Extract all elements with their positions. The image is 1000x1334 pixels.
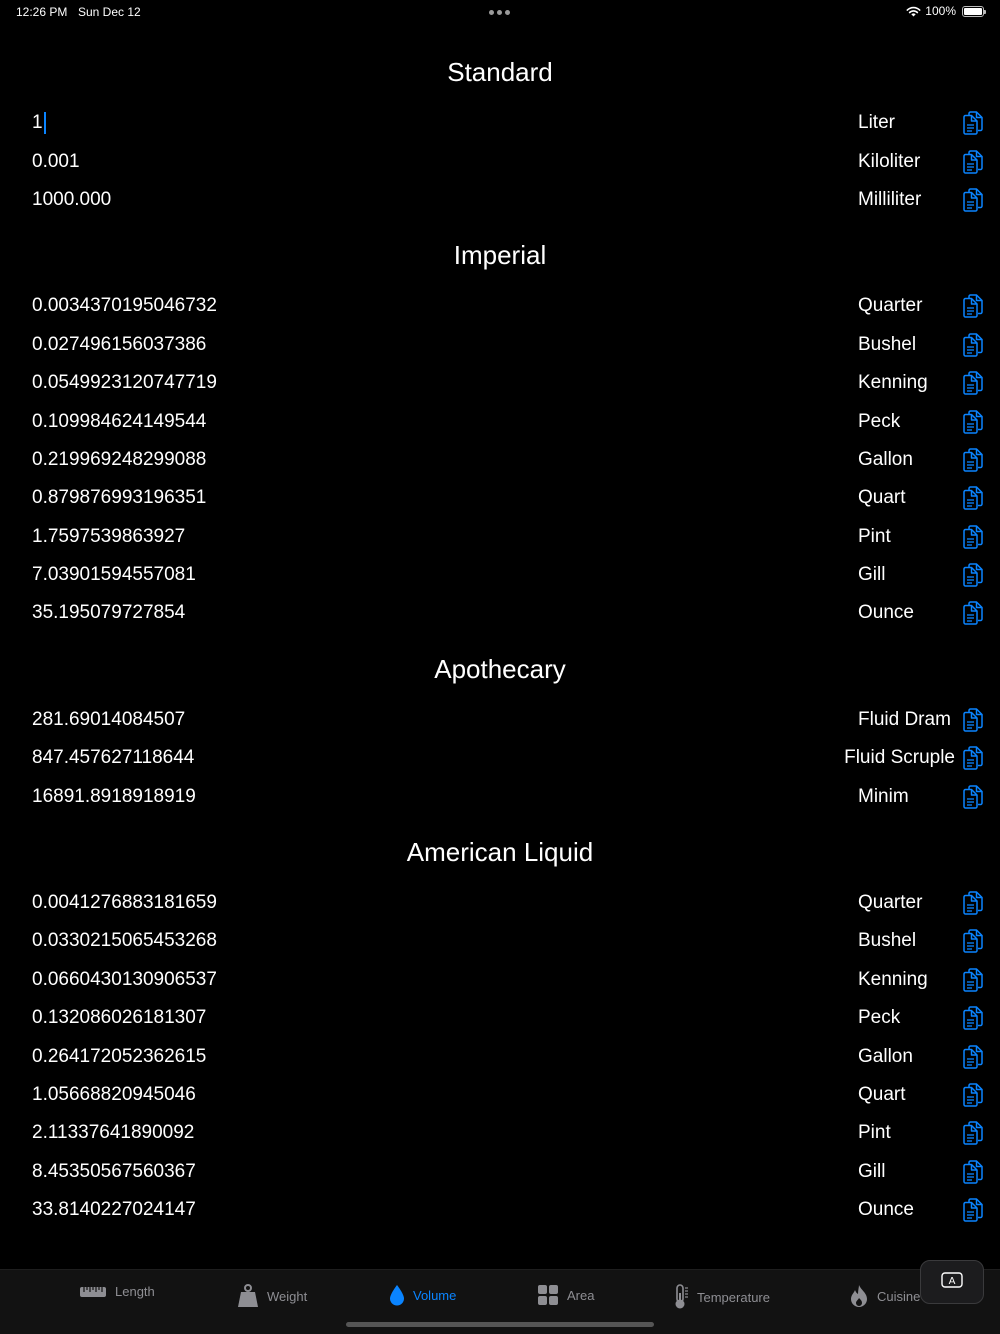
value-field[interactable] — [32, 372, 217, 394]
value-text: 0.132086026181307 — [32, 1007, 207, 1029]
value-field[interactable] — [32, 334, 206, 356]
value-text: 0.0330215065453268 — [32, 930, 217, 952]
value-field[interactable] — [32, 411, 206, 433]
tab-label-weight: Weight — [267, 1288, 308, 1304]
unit-label: Bushel — [858, 333, 917, 355]
copy-icon — [962, 150, 984, 174]
copy-button[interactable] — [962, 150, 984, 174]
unit-label: Ounce — [858, 1199, 914, 1221]
value-field[interactable] — [32, 449, 206, 471]
value-text: 1 — [32, 112, 43, 134]
unit-label: Kenning — [858, 968, 928, 990]
copy-button[interactable] — [962, 1006, 984, 1030]
copy-icon — [962, 1006, 984, 1030]
copy-icon — [962, 448, 984, 472]
copy-button[interactable] — [962, 1045, 984, 1069]
copy-icon — [962, 1121, 984, 1145]
wifi-icon — [906, 6, 921, 17]
value-field[interactable] — [32, 112, 46, 134]
copy-button[interactable] — [962, 891, 984, 915]
tab-label-volume: Volume — [413, 1287, 457, 1303]
value-field[interactable] — [32, 564, 196, 586]
value-text: 281.69014084507 — [32, 708, 186, 730]
copy-icon — [962, 1160, 984, 1184]
conversion-rows — [0, 697, 1000, 824]
copy-icon — [962, 1045, 984, 1069]
copy-button[interactable] — [962, 371, 984, 395]
status-right — [906, 4, 984, 18]
value-field[interactable] — [32, 969, 217, 991]
conversion-row-pint — [0, 1114, 1000, 1152]
value-field[interactable] — [32, 786, 196, 808]
conversion-row-quarter — [0, 884, 1000, 922]
value-text: 16891.8918918919 — [32, 785, 196, 807]
unit-label: Pint — [858, 1122, 891, 1144]
copy-icon — [962, 371, 984, 395]
value-field[interactable] — [32, 1046, 206, 1068]
unit-label: Liter — [858, 112, 895, 134]
value-text: 0.001 — [32, 150, 80, 172]
value-field[interactable] — [32, 1199, 196, 1221]
unit-label: Quart — [858, 1084, 906, 1105]
value-field[interactable] — [32, 151, 80, 173]
value-field[interactable] — [32, 295, 217, 317]
unit-label: Fluid Scruple — [844, 747, 955, 769]
conversion-row-fluid-scruple — [0, 739, 1000, 777]
grid-icon — [537, 1284, 559, 1306]
tab-label-temperature: Temperature — [697, 1289, 770, 1305]
weight-icon — [237, 1284, 259, 1308]
value-field[interactable] — [32, 602, 185, 624]
unit-label: Peck — [858, 410, 901, 432]
value-field[interactable] — [32, 1084, 196, 1106]
conversion-row-kenning — [0, 364, 1000, 402]
unit-label: Ounce — [858, 602, 914, 624]
unit-label: Gill — [858, 1160, 886, 1182]
copy-button[interactable] — [962, 111, 984, 135]
value-text: 0.0034370195046732 — [32, 295, 217, 317]
tab-bar — [0, 1269, 1000, 1334]
copy-button[interactable] — [962, 1198, 984, 1222]
value-text: 847.457627118644 — [32, 747, 195, 769]
copy-button[interactable] — [962, 1121, 984, 1145]
conversion-row-bushel — [0, 326, 1000, 364]
unit-label: Fluid Dram — [858, 708, 951, 730]
battery-percent: 100% — [925, 4, 956, 18]
conversion-row-quarter — [0, 287, 1000, 325]
copy-icon — [962, 785, 984, 809]
copy-icon — [962, 1198, 984, 1222]
value-field[interactable] — [32, 930, 217, 952]
value-text: 35.195079727854 — [32, 602, 186, 624]
section-imperial — [0, 227, 1000, 641]
text-caret — [44, 112, 46, 134]
tab-cuisine[interactable] — [849, 1284, 920, 1308]
tab-volume[interactable] — [389, 1284, 456, 1306]
copy-icon — [962, 188, 984, 212]
tab-length[interactable] — [79, 1284, 155, 1299]
status-time: 12:26 PM — [16, 5, 68, 19]
value-field[interactable] — [32, 892, 217, 914]
unit-label: Quarter — [858, 295, 923, 317]
copy-icon — [962, 1083, 984, 1107]
value-field[interactable] — [32, 709, 185, 731]
conversion-row-fluid-dram — [0, 701, 1000, 739]
copy-icon — [962, 333, 984, 357]
copy-icon — [962, 929, 984, 953]
conversion-row-minim — [0, 777, 1000, 815]
section-apothecary — [0, 641, 1000, 824]
status-bar — [0, 0, 1000, 24]
copy-button[interactable] — [962, 410, 984, 434]
copy-button[interactable] — [962, 601, 984, 625]
conversion-row-gallon — [0, 441, 1000, 479]
home-indicator — [346, 1322, 654, 1327]
value-text: 0.027496156037386 — [32, 333, 207, 355]
copy-icon — [962, 294, 984, 318]
conversion-row-gallon — [0, 1037, 1000, 1075]
unit-label: Peck — [858, 1007, 901, 1029]
value-text: 0.219969248299088 — [32, 448, 207, 470]
conversion-row-liter — [0, 104, 1000, 142]
copy-icon — [962, 708, 984, 732]
tab-label-cuisine: Cuisine — [877, 1288, 921, 1304]
conversion-row-ounce — [0, 594, 1000, 632]
copy-icon — [962, 525, 984, 549]
flame-icon — [849, 1284, 869, 1308]
section-standard — [0, 44, 1000, 227]
value-field[interactable] — [32, 1122, 194, 1144]
value-text: 1.05668820945046 — [32, 1084, 196, 1105]
conversion-row-kenning — [0, 961, 1000, 999]
unit-label: Quarter — [858, 892, 923, 914]
status-date: Sun Dec 12 — [78, 5, 141, 19]
copy-button[interactable] — [962, 294, 984, 318]
copy-button[interactable] — [962, 525, 984, 549]
copy-button[interactable] — [962, 929, 984, 953]
unit-label: Kiloliter — [858, 150, 921, 172]
copy-icon — [962, 601, 984, 625]
value-text: 0.879876993196351 — [32, 487, 207, 509]
ruler-icon — [79, 1285, 107, 1299]
value-text: 0.0549923120747719 — [32, 372, 217, 394]
section-title: Apothecary — [434, 653, 566, 684]
value-field[interactable] — [32, 526, 185, 548]
conversion-row-pint — [0, 518, 1000, 556]
value-field[interactable] — [32, 1161, 196, 1183]
conversion-row-peck — [0, 999, 1000, 1037]
multitasking-dots-icon[interactable] — [489, 10, 510, 15]
value-text: 33.8140227024147 — [32, 1199, 196, 1221]
value-text: 0.109984624149544 — [32, 410, 207, 432]
copy-button[interactable] — [962, 448, 984, 472]
tab-temperature[interactable] — [673, 1284, 770, 1310]
copy-icon — [962, 111, 984, 135]
copy-icon — [962, 968, 984, 992]
copy-button[interactable] — [962, 1083, 984, 1107]
copy-button[interactable] — [962, 188, 984, 212]
copy-icon — [962, 563, 984, 587]
conversion-row-gill — [0, 1153, 1000, 1191]
unit-label: Gallon — [858, 448, 913, 470]
section-title: Standard — [447, 57, 553, 87]
tab-label-length: Length — [115, 1284, 155, 1299]
value-field[interactable] — [32, 1007, 206, 1029]
conversion-rows — [0, 880, 1000, 1238]
unit-label: Pint — [858, 525, 891, 547]
battery-icon — [962, 6, 984, 17]
value-text: 0.0041276883181659 — [32, 892, 217, 914]
unit-label: Gill — [858, 564, 886, 586]
copy-icon — [962, 410, 984, 434]
unit-label: Gallon — [858, 1045, 913, 1067]
drop-icon — [389, 1284, 405, 1306]
section-title: Imperial — [453, 240, 547, 271]
value-text: 0.264172052362615 — [32, 1045, 207, 1067]
conversion-row-peck — [0, 402, 1000, 440]
converter-list — [0, 44, 1000, 1237]
copy-button[interactable] — [962, 333, 984, 357]
value-text: 2.11337641890092 — [32, 1122, 195, 1144]
copy-button[interactable] — [962, 746, 984, 770]
unit-label: Quart — [858, 487, 906, 509]
svg-text:A: A — [948, 1275, 956, 1287]
value-text: 8.45350567560367 — [32, 1160, 196, 1182]
copy-button[interactable] — [962, 968, 984, 992]
copy-icon — [962, 891, 984, 915]
conversion-row-gill — [0, 556, 1000, 594]
unit-label: Milliliter — [858, 188, 922, 210]
copy-button[interactable] — [962, 785, 984, 809]
copy-button[interactable] — [962, 486, 984, 510]
section-american-liquid — [0, 824, 1000, 1238]
copy-button[interactable] — [962, 563, 984, 587]
copy-button[interactable] — [962, 1160, 984, 1184]
conversion-row-kiloliter — [0, 142, 1000, 180]
value-field[interactable] — [32, 189, 111, 211]
keyboard-icon — [941, 1272, 963, 1293]
value-field[interactable] — [32, 487, 206, 509]
value-field[interactable] — [32, 747, 194, 769]
value-text: 1000.000 — [32, 188, 112, 210]
conversion-rows — [0, 283, 1000, 641]
keyboard-button[interactable] — [920, 1260, 984, 1304]
copy-button[interactable] — [962, 708, 984, 732]
unit-label: Bushel — [858, 930, 917, 952]
unit-label: Minim — [858, 785, 909, 807]
conversion-row-quart — [0, 1076, 1000, 1114]
conversion-rows — [0, 100, 1000, 227]
tab-area[interactable] — [537, 1284, 594, 1306]
tab-label-area: Area — [567, 1287, 595, 1303]
copy-icon — [962, 486, 984, 510]
value-text: 1.7597539863927 — [32, 525, 186, 547]
value-text: 7.03901594557081 — [32, 564, 196, 586]
unit-label: Kenning — [858, 372, 928, 394]
thermometer-icon — [673, 1284, 689, 1310]
copy-icon — [962, 746, 984, 770]
conversion-row-bushel — [0, 922, 1000, 960]
value-text: 0.0660430130906537 — [32, 968, 217, 990]
conversion-row-milliliter — [0, 181, 1000, 219]
conversion-row-ounce — [0, 1191, 1000, 1229]
section-title: American Liquid — [406, 836, 594, 867]
conversion-row-quart — [0, 479, 1000, 517]
tab-weight[interactable] — [237, 1284, 307, 1308]
